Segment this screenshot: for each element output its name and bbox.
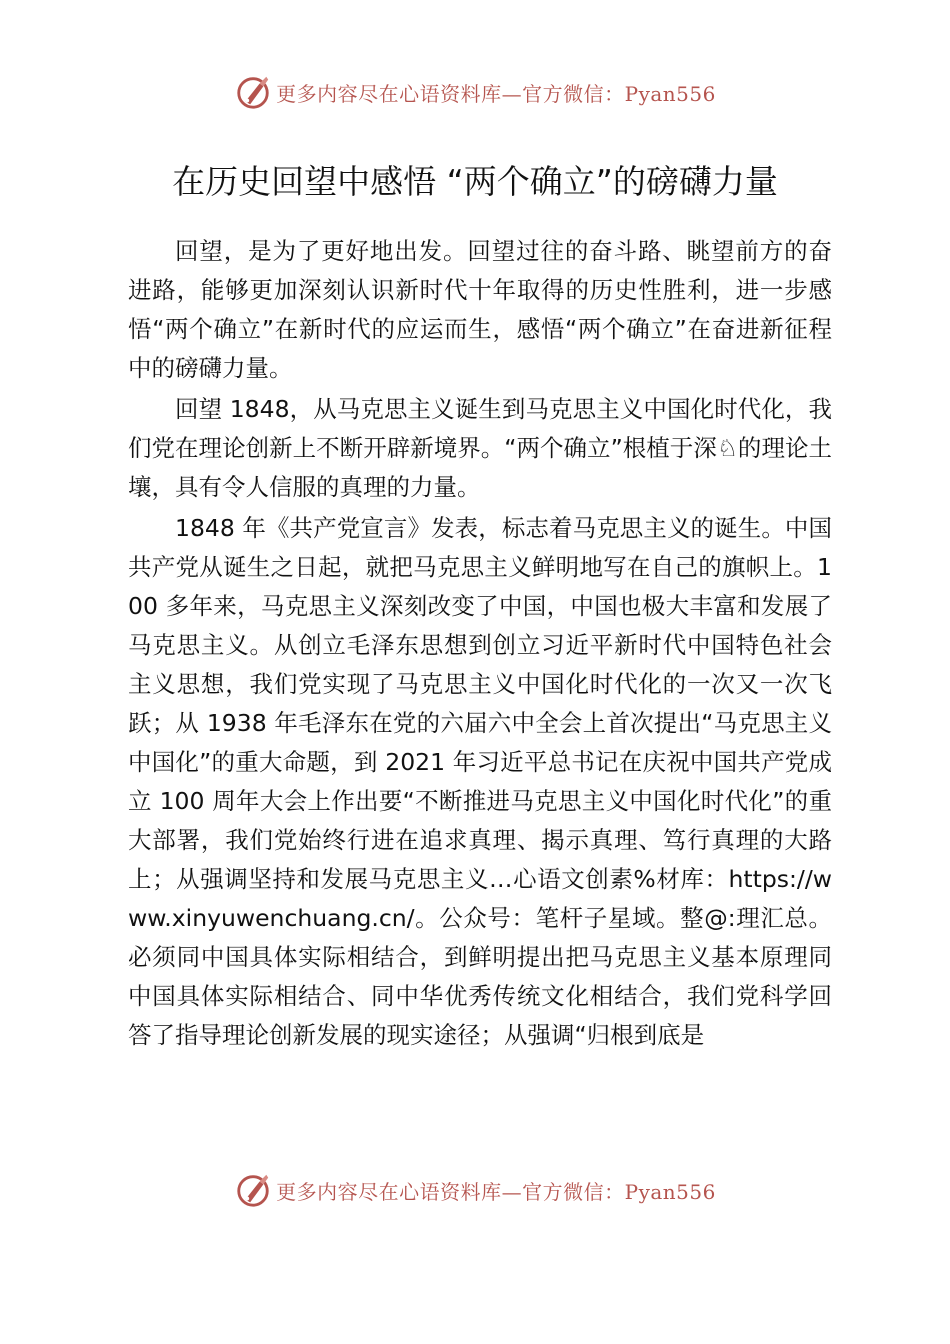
footer-banner-text: 更多内容尽在心语资料库—官方微信：Pyan556 [276, 1179, 716, 1204]
header-banner [0, 70, 950, 114]
document-body [128, 232, 832, 1055]
pen-quill-logo-icon [234, 1171, 272, 1209]
paragraph-1: 回望，是为了更好地出发。回望过往的奋斗路、眺望前方的奋进路，能够更加深刻认识新时代十年取得的历史性胜利，进一步感悟“两个确立”在新时代的应运而生，感悟“两个确立”在奋进新征程中的磅礴力量。 [128, 237, 832, 382]
pen-quill-logo-icon [234, 73, 272, 111]
paragraph-3: 1848 年《共产党宣言》发表，标志着马克思主义的诞生。中国共产党从诞生之日起，就把马克思主义鲜明地写在自己的旗帜上。100 多年来，马克思主义深刻改变了中国，中国也极大丰富和发展了马克思主义。从创立毛泽东思想到创立习近平新时代中国特色社会主义思想，我们党实现了马克思主义中国化时代化的一次又一次飞跃；从 1938 年毛泽东在党的六届六中全会上首次提出“马克思主义中国化”的重大命题，到 2021 年习近平总书记在庆祝中国共产党成立 100 周年大会上作出要“不断推进马克思主义中国化时代化”的重大部署，我们党始终行进在追求真理、揭示真理、笃行真理的大路上；从强调坚持和发展马克思主义…心语文创素%材库：https://www.xinyuwenchuang.cn/。公众号：笔杆子星域。整@:理汇总。必须同中国具体实际相结合，到鲜明提出把马克思主义基本原理同中国具体实际相结合、同中华优秀传统文化相结合，我们党科学回答了指导理论创新发展的现实途径；从强调“归根到底是 [128, 514, 832, 1049]
paragraph-2: 回望 1848，从马克思主义诞生到马克思主义中国化时代化，我们党在理论创新上不断开辟新境界。“两个确立”根植于深♘的理论土壤，具有令人信服的真理的力量。 [128, 395, 832, 501]
footer-banner [0, 1168, 950, 1212]
header-banner-text: 更多内容尽在心语资料库—官方微信：Pyan556 [276, 81, 716, 106]
document-title: 在历史回望中感悟 “两个确立”的磅礴力量 [172, 162, 778, 201]
